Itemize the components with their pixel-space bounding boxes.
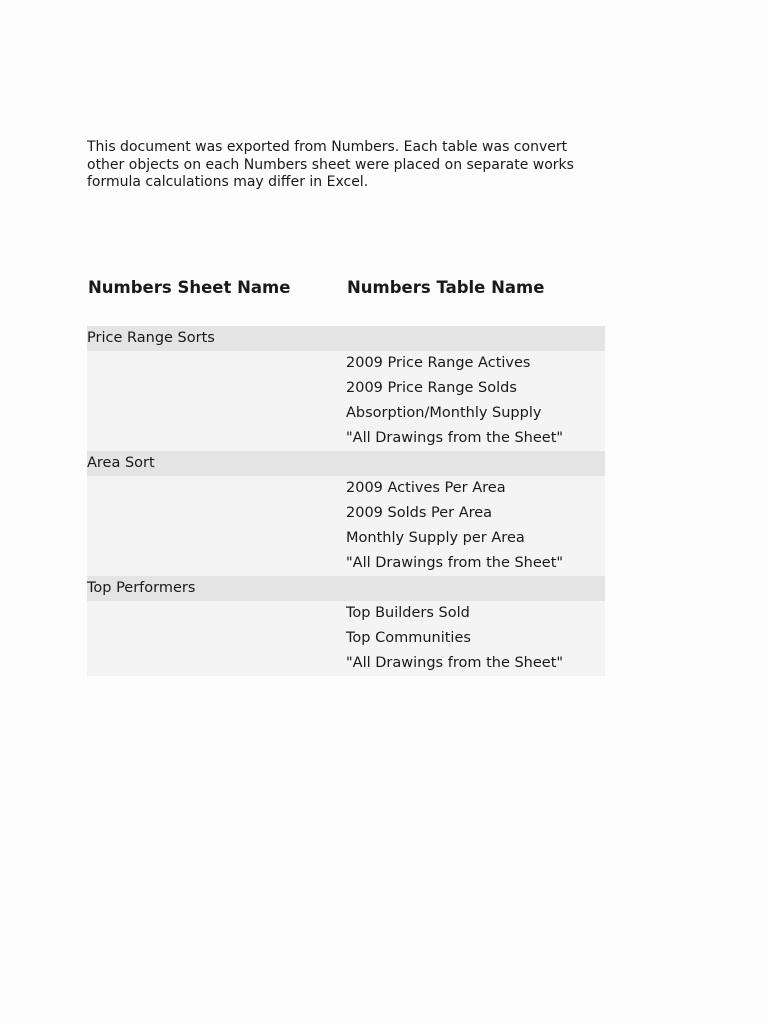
table-name-cell: "All Drawings from the Sheet": [346, 655, 564, 671]
table-row: [87, 501, 605, 526]
table-row: [87, 401, 605, 426]
table-row: [87, 526, 605, 551]
sheet-name-cell: Area Sort: [87, 455, 155, 471]
sheet-row: [87, 576, 605, 601]
table-name-cell: Top Builders Sold: [346, 605, 470, 621]
table-row: [87, 476, 605, 501]
table-name-cell: "All Drawings from the Sheet": [346, 430, 564, 446]
sheet-row: [87, 451, 605, 476]
intro-line: other objects on each Numbers sheet were placed on separate works: [87, 156, 574, 173]
intro-line: This document was exported from Numbers. Each table was convert: [87, 139, 568, 155]
table-row: [87, 426, 605, 451]
sheet-table-index: [87, 326, 605, 676]
table-row: [87, 651, 605, 676]
table-row: [87, 626, 605, 651]
sheet-name-cell: Price Range Sorts: [87, 330, 215, 346]
intro-paragraph: [87, 139, 605, 192]
table-name-cell: Monthly Supply per Area: [346, 530, 525, 546]
table-name-cell: 2009 Solds Per Area: [346, 505, 493, 521]
column-header-sheet-name: Numbers Sheet Name: [88, 278, 291, 297]
table-name-cell: 2009 Price Range Actives: [346, 355, 531, 371]
table-row: [87, 551, 605, 576]
table-row: [87, 376, 605, 401]
table-name-cell: 2009 Price Range Solds: [346, 380, 517, 396]
table-name-cell: "All Drawings from the Sheet": [346, 555, 564, 571]
table-row: [87, 601, 605, 626]
table-name-cell: Absorption/Monthly Supply: [346, 405, 542, 421]
table-row: [87, 351, 605, 376]
column-header-table-name: Numbers Table Name: [347, 278, 545, 297]
sheet-name-cell: Top Performers: [87, 580, 196, 596]
sheet-row: [87, 326, 605, 351]
table-name-cell: Top Communities: [346, 630, 471, 646]
table-header-row: [87, 278, 605, 302]
table-name-cell: 2009 Actives Per Area: [346, 480, 506, 496]
intro-line: formula calculations may differ in Excel.: [87, 174, 369, 190]
